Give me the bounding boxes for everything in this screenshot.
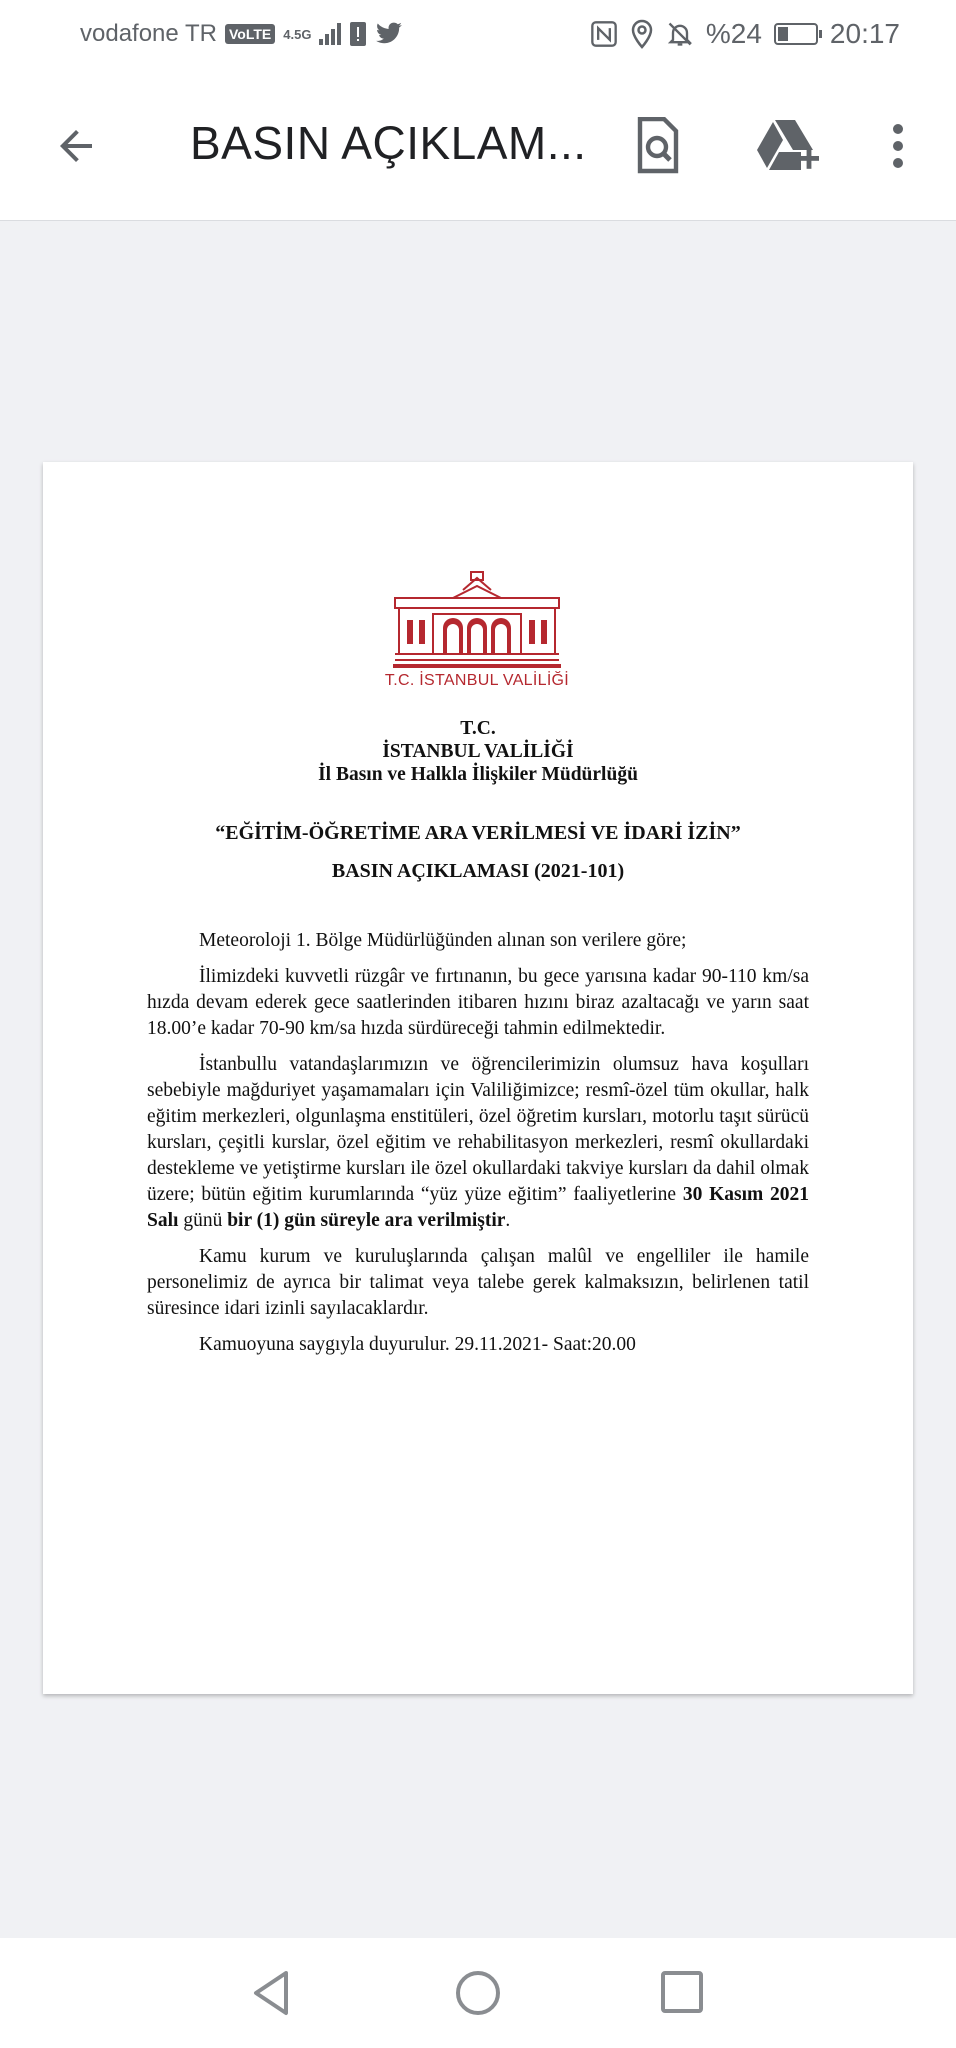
mute-bell-icon — [666, 20, 694, 48]
battery-icon — [774, 23, 818, 45]
paragraph-intro: Meteoroloji 1. Bölge Müdürlüğünden alınan son verilere göre; — [199, 930, 687, 951]
header-governorship: İSTANBUL VALİLİĞİ — [382, 741, 574, 762]
paragraph-weather: İlimizdeki kuvvetli rüzgâr ve fırtınanın, bu gece yarısına kadar 90-110 km/sa hızda devam ederek gece saatlerinden itibaren hızını biraz azaltacağı ve yarın saat 18.00’e kadar 70-90 km/sa hızda sürdüreceği tahmin edilmektedir. — [147, 966, 809, 1039]
alert-icon — [349, 21, 367, 47]
document-page[interactable] — [43, 462, 913, 1694]
nfc-icon — [590, 20, 618, 48]
document-body — [147, 717, 809, 1368]
status-bar-left — [80, 20, 403, 48]
nav-recents-icon[interactable] — [660, 1970, 704, 2014]
header-tc: T.C. — [460, 718, 496, 739]
paragraph-schools-text-3: . — [505, 1210, 511, 1231]
clock: 20:17 — [829, 18, 900, 49]
holiday-date: 30 Kasım 2021 Salı — [147, 1184, 810, 1231]
carrier-name: vodafone TR — [80, 20, 217, 47]
app-bar — [0, 72, 956, 221]
more-options-button[interactable] — [874, 114, 922, 178]
holiday-duration: bir (1) gün süreyle ara verilmiştir — [227, 1210, 506, 1231]
back-arrow-icon — [52, 122, 100, 170]
network-type: 4.5G — [283, 26, 312, 42]
header-department: İl Basın ve Halkla İlişkiler Müdürlüğü — [318, 764, 638, 785]
status-bar — [0, 0, 956, 72]
status-bar-right — [590, 18, 900, 50]
paragraph-closing: Kamuoyuna saygıyla duyurulur. 29.11.2021- Saat:20.00 — [199, 1334, 636, 1355]
nav-home-icon[interactable] — [454, 1969, 502, 2017]
battery-percent: %24 — [705, 18, 762, 49]
location-icon — [630, 19, 654, 49]
document-title: BASIN AÇIKLAM... — [190, 117, 587, 169]
more-vert-icon — [891, 123, 905, 169]
signal-icon — [319, 23, 341, 45]
press-release-number: BASIN AÇIKLAMASI (2021-101) — [331, 860, 625, 882]
paragraph-schools — [147, 1052, 809, 1234]
volte-badge: VoLTE — [225, 24, 275, 44]
paragraph-schools-text: İstanbullu vatandaşlarımızın ve öğrencilerimizin olumsuz hava koşulları sebebiyle mağduriyet yaşamamaları için Valiliğimizce; resmî-özel tüm okullar, halk eğitim merkezleri, olgunlaşma enstitüleri, özel öğretim kursları, motorlu taşıt sürücü kursları, çeşitli kurslar, özel eğitim ve rehabilitasyon merkezleri, resmî okullardaki destekleme ve yetiştirme kursları ile özel okullardaki takviye kursları da dahil olmak üzere; bütün eğitim kurumlarında “yüz yüze eğitim” faaliyetlerine — [147, 1054, 809, 1205]
nav-back-icon[interactable] — [248, 1968, 294, 2018]
drive-add-icon — [757, 118, 819, 174]
press-release-title: “EĞİTİM-ÖĞRETİME ARA VERİLMESİ VE İDARİ İZİN” — [215, 822, 741, 844]
twitter-icon — [375, 22, 403, 46]
paragraph-staff-leave: Kamu kurum ve kuruluşlarında çalışan malûl ve engelliler ile hamile personelimiz de ayrıca bir talimat veya talebe gerek kalmaksızın, belirlenen tatil süresince idari izinli sayılacaklardır. — [147, 1246, 809, 1319]
logo-caption: T.C. İSTANBUL VALİLİĞİ — [384, 672, 570, 689]
navigation-bar — [0, 1938, 956, 2048]
paragraph-schools-text-2: günü — [178, 1210, 228, 1231]
find-in-document-button[interactable] — [626, 112, 690, 180]
document-search-icon — [634, 117, 682, 175]
back-button[interactable] — [44, 114, 108, 178]
add-to-drive-button[interactable] — [752, 112, 824, 180]
